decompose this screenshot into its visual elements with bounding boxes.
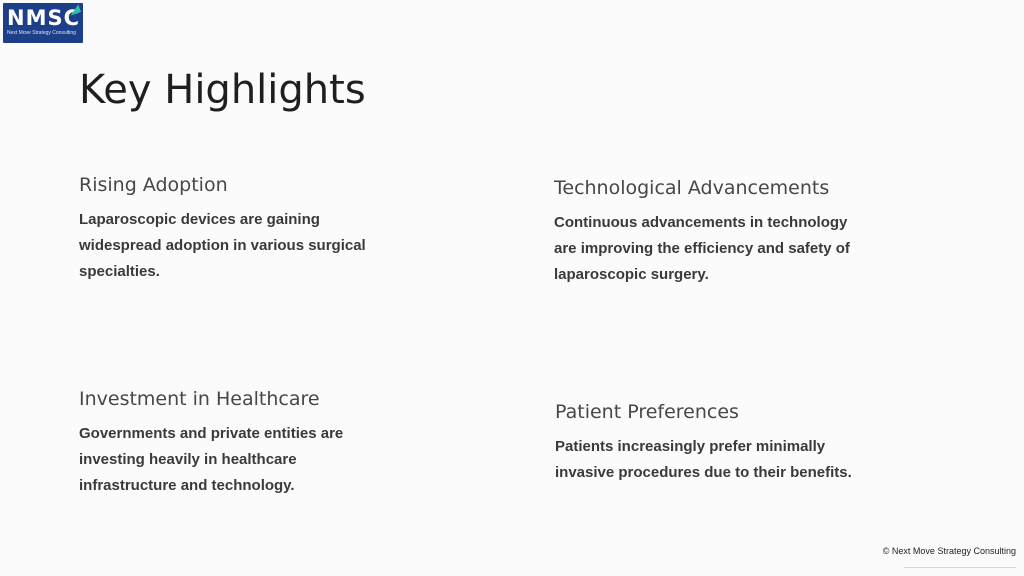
logo-tagline: Next Move Strategy Consulting (7, 30, 76, 36)
highlight-heading: Investment in Healthcare (79, 388, 320, 410)
highlight-investment-in-healthcare (79, 387, 379, 499)
highlight-heading: Patient Preferences (555, 401, 739, 423)
highlight-patient-preferences (555, 400, 855, 486)
highlight-body: Continuous advancements in technology are improving the efficiency and safety of laparoscopic surgery. (554, 214, 850, 283)
highlight-body: Patients increasingly prefer minimally invasive procedures due to their benefits. (555, 438, 852, 481)
highlight-rising-adoption (79, 173, 379, 285)
company-logo (3, 3, 83, 43)
highlight-technological-advancements (554, 176, 854, 288)
footer-divider (904, 567, 1016, 568)
highlight-body: Governments and private entities are investing heavily in healthcare infrastructure and technology. (79, 425, 344, 494)
highlight-body: Laparoscopic devices are gaining widespread adoption in various surgical specialties. (79, 211, 366, 280)
highlight-heading: Rising Adoption (79, 174, 228, 196)
logo-wordmark: NMSC (7, 6, 81, 30)
slide-title: Key Highlights (79, 67, 366, 113)
footer-copyright: © Next Move Strategy Consulting (882, 546, 1016, 556)
highlight-heading: Technological Advancements (554, 177, 830, 199)
